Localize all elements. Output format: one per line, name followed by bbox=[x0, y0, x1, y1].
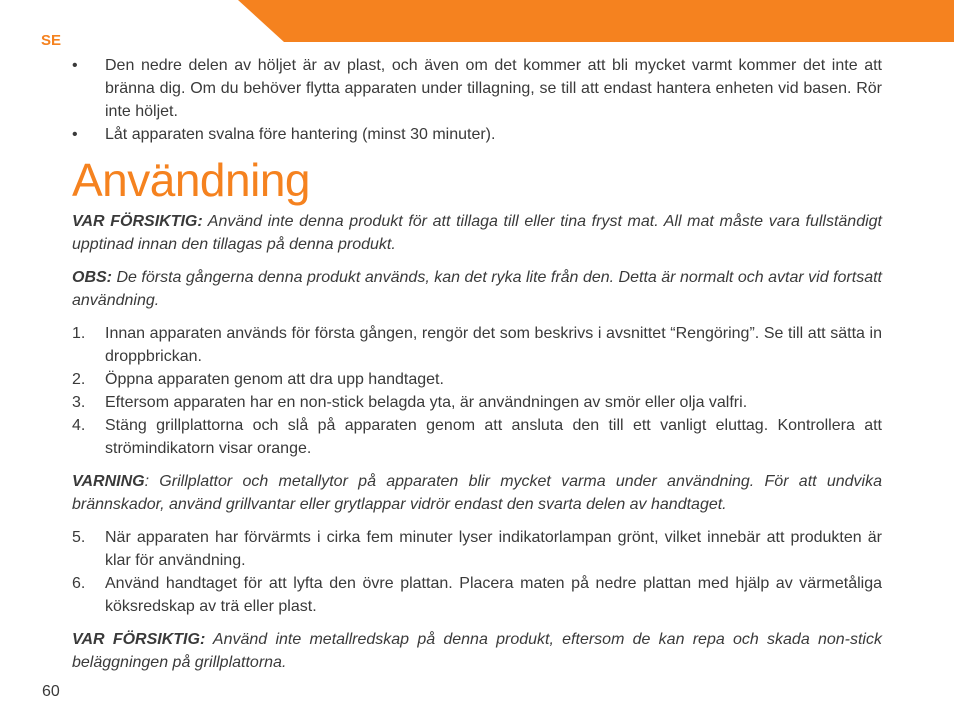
obs-label: OBS: bbox=[72, 269, 112, 286]
step-text: Öppna apparaten genom att dra upp handtaget. bbox=[105, 371, 444, 388]
warning-label: VARNING bbox=[72, 473, 145, 490]
list-item bbox=[72, 54, 882, 123]
obs-note bbox=[72, 266, 882, 312]
list-item bbox=[72, 526, 882, 572]
header-banner bbox=[0, 0, 954, 42]
caution-text: Använd inte denna produkt för att tillaga till eller tina fryst mat. All mat måste vara fullständigt upptinad innan den tillagas på denna produkt. bbox=[72, 213, 883, 253]
language-code: SE bbox=[41, 32, 62, 49]
safety-bullet-list bbox=[72, 54, 882, 146]
obs-text: De första gångerna denna produkt används, kan det ryka lite från den. Detta är normalt och avtar vid fortsatt användning. bbox=[72, 269, 882, 309]
step-text: Innan apparaten används för första gången, rengör det som beskrivs i avsnittet “Rengöring”. Se till att sätta in droppbrickan. bbox=[105, 325, 882, 365]
list-item bbox=[72, 123, 882, 146]
list-item bbox=[72, 391, 882, 414]
caution-label: VAR FÖRSIKTIG: bbox=[72, 631, 206, 648]
step-text: Använd handtaget för att lyfta den övre plattan. Placera maten på nedre plattan med hjälp av värmetåliga köksredskap av trä eller plast. bbox=[105, 575, 882, 615]
bullet-text: Den nedre delen av höljet är av plast, och även om det kommer att bli mycket varmt kommer det inte att bränna dig. Om du behöver flytta apparaten under tillagning, se till att endast hantera enheten vid basen. Rör inte höljet. bbox=[105, 57, 882, 120]
section-title: Användning bbox=[72, 154, 310, 206]
list-item bbox=[72, 368, 882, 391]
orange-banner-shape bbox=[238, 0, 954, 42]
step-number: 6. bbox=[72, 575, 86, 592]
steps-list-a bbox=[72, 322, 882, 460]
list-item bbox=[72, 414, 882, 460]
step-number: 1. bbox=[72, 325, 86, 342]
step-number: 2. bbox=[72, 371, 86, 388]
page-number: 60 bbox=[42, 683, 60, 700]
step-text: Eftersom apparaten har en non-stick belagda yta, är användningen av smör eller olja valfri. bbox=[105, 394, 748, 411]
caution-note-2 bbox=[72, 628, 882, 674]
step-number: 5. bbox=[72, 529, 86, 546]
list-item bbox=[72, 572, 882, 618]
caution-text: Använd inte metallredskap på denna produkt, eftersom de kan repa och skada non-stick beläggningen på grillplattorna. bbox=[72, 631, 882, 671]
steps-list-b bbox=[72, 526, 882, 618]
step-text: När apparaten har förvärmts i cirka fem minuter lyser indikatorlampan grönt, vilket innebär att produkten är klar för användning. bbox=[105, 529, 882, 569]
warning-text: : Grillplattor och metallytor på apparaten blir mycket varma under användning. För att undvika brännskador, använd grillvantar eller grytlappar vidrör endast den svarta delen av handtaget. bbox=[72, 473, 882, 513]
bullet-glyph: • bbox=[72, 126, 78, 143]
warning-note bbox=[72, 470, 882, 516]
caution-note bbox=[72, 210, 882, 256]
step-number: 4. bbox=[72, 417, 86, 434]
caution-label: VAR FÖRSIKTIG: bbox=[72, 213, 203, 230]
bullet-glyph: • bbox=[72, 57, 78, 74]
bullet-text: Låt apparaten svalna före hantering (minst 30 minuter). bbox=[105, 126, 496, 143]
step-text: Stäng grillplattorna och slå på apparaten genom att ansluta den till ett vanligt eluttag. Kontrollera att strömindikatorn visar orange. bbox=[105, 417, 882, 457]
page-content bbox=[72, 54, 882, 684]
list-item bbox=[72, 322, 882, 368]
step-number: 3. bbox=[72, 394, 86, 411]
